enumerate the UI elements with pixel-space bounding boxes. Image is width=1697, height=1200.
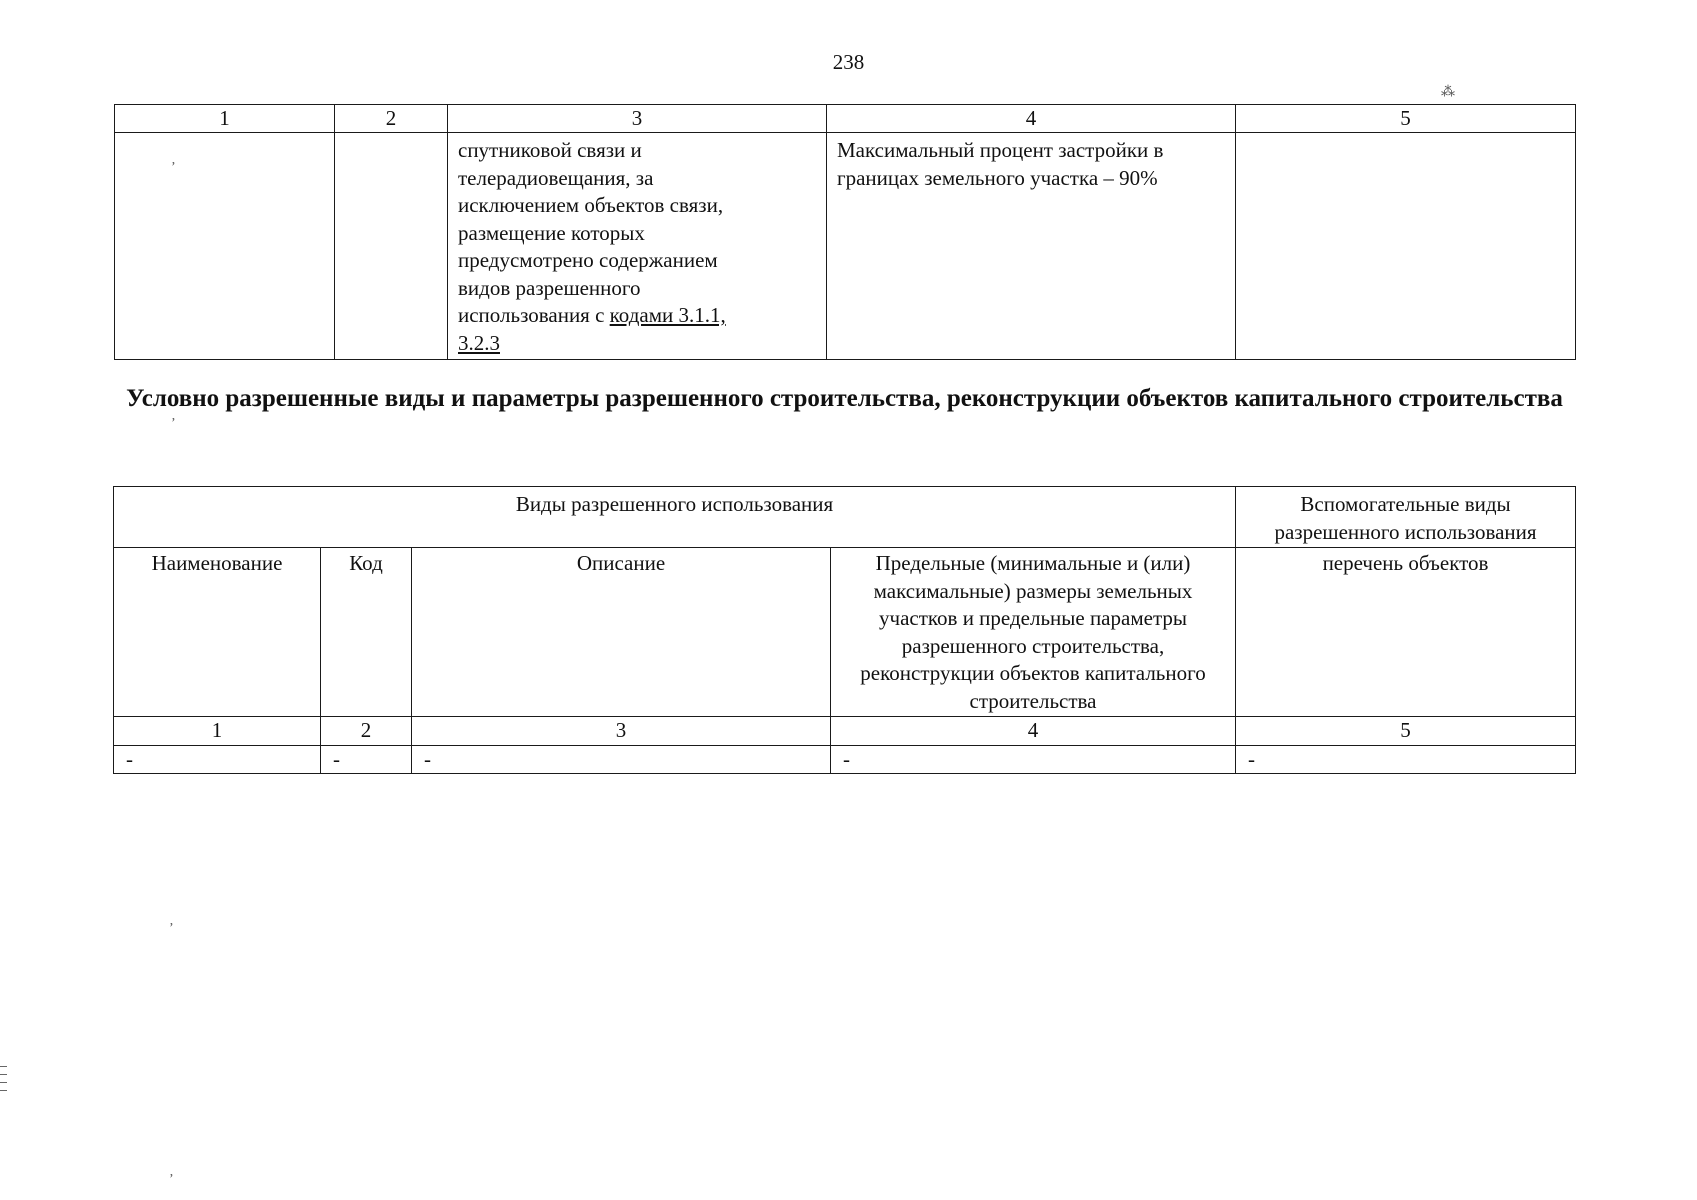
parameters-cell: - <box>831 746 1236 774</box>
table-row <box>114 746 1576 774</box>
code-cell: - <box>321 746 412 774</box>
description-line: видов разрешенного <box>458 275 641 300</box>
edge-mark-icon <box>0 1066 7 1067</box>
auxiliary-column-header: перечень объектов <box>1236 548 1576 717</box>
auxiliary-uses-header: Вспомогательные виды разрешенного использования <box>1236 487 1576 548</box>
edge-mark-icon <box>0 1082 7 1083</box>
description-line: спутниковой связи и <box>458 138 642 162</box>
section-heading: Условно разрешенные виды и параметры разрешенного строительства, реконструкции объектов капитального строительства <box>126 385 1563 412</box>
auxiliary-cell <box>1236 133 1576 360</box>
column-number: 5 <box>1236 105 1576 133</box>
description-cell <box>448 133 827 360</box>
description-line <box>458 330 816 358</box>
column-number: 1 <box>114 717 321 746</box>
auxiliary-cell: - <box>1236 746 1576 774</box>
scan-speck-icon: ʼ <box>171 160 176 175</box>
parameters-column-header: Предельные (минимальные и (или) максимальные) размеры земельных участков и предельные параметры разрешенного строительства, реконструкции объектов капитального строительства <box>831 548 1236 717</box>
name-cell <box>115 133 335 360</box>
name-column-header: Наименование <box>114 548 321 717</box>
column-number: 1 <box>115 105 335 133</box>
column-number: 4 <box>827 105 1236 133</box>
scan-speck-icon: ʼ <box>169 1172 174 1187</box>
description-cell: - <box>412 746 831 774</box>
description-line: исключением объектов связи, <box>458 193 724 217</box>
scan-mark-icon: ⁂ <box>1441 85 1455 100</box>
name-cell: - <box>114 746 321 774</box>
scan-speck-icon: ʼ <box>171 416 176 431</box>
column-number-row <box>114 717 1576 746</box>
code-column-header: Код <box>321 548 412 717</box>
column-number-row <box>115 105 1576 133</box>
description-line: предусмотрено содержанием <box>458 248 718 272</box>
column-number: 3 <box>448 105 827 133</box>
table-row <box>115 133 1576 360</box>
column-number: 5 <box>1236 717 1576 746</box>
scan-speck-icon: ʼ <box>169 921 174 936</box>
edge-mark-icon <box>0 1074 7 1075</box>
description-line: размещение которых <box>458 220 645 245</box>
description-text: использования с <box>458 303 610 327</box>
code-reference-link[interactable]: 3.2.3 <box>458 330 500 355</box>
parameters-cell: Максимальный процент застройки в границах земельного участка – 90% <box>827 133 1236 360</box>
description-line <box>458 302 816 330</box>
page-number: 238 <box>832 50 865 74</box>
column-number: 3 <box>412 717 831 746</box>
column-number: 2 <box>335 105 448 133</box>
conditional-uses-table <box>113 486 1576 774</box>
edge-mark-icon <box>0 1090 7 1091</box>
description-line: телерадиовещания, за <box>458 165 654 190</box>
group-header-row <box>114 487 1576 548</box>
code-cell <box>335 133 448 360</box>
column-number: 2 <box>321 717 412 746</box>
column-header-row <box>114 548 1576 717</box>
description-column-header: Описание <box>412 548 831 717</box>
continuation-table <box>114 104 1576 360</box>
code-reference-link[interactable]: кодами 3.1.1, <box>609 303 726 327</box>
column-number: 4 <box>831 717 1236 746</box>
permitted-uses-header: Виды разрешенного использования <box>114 487 1236 548</box>
